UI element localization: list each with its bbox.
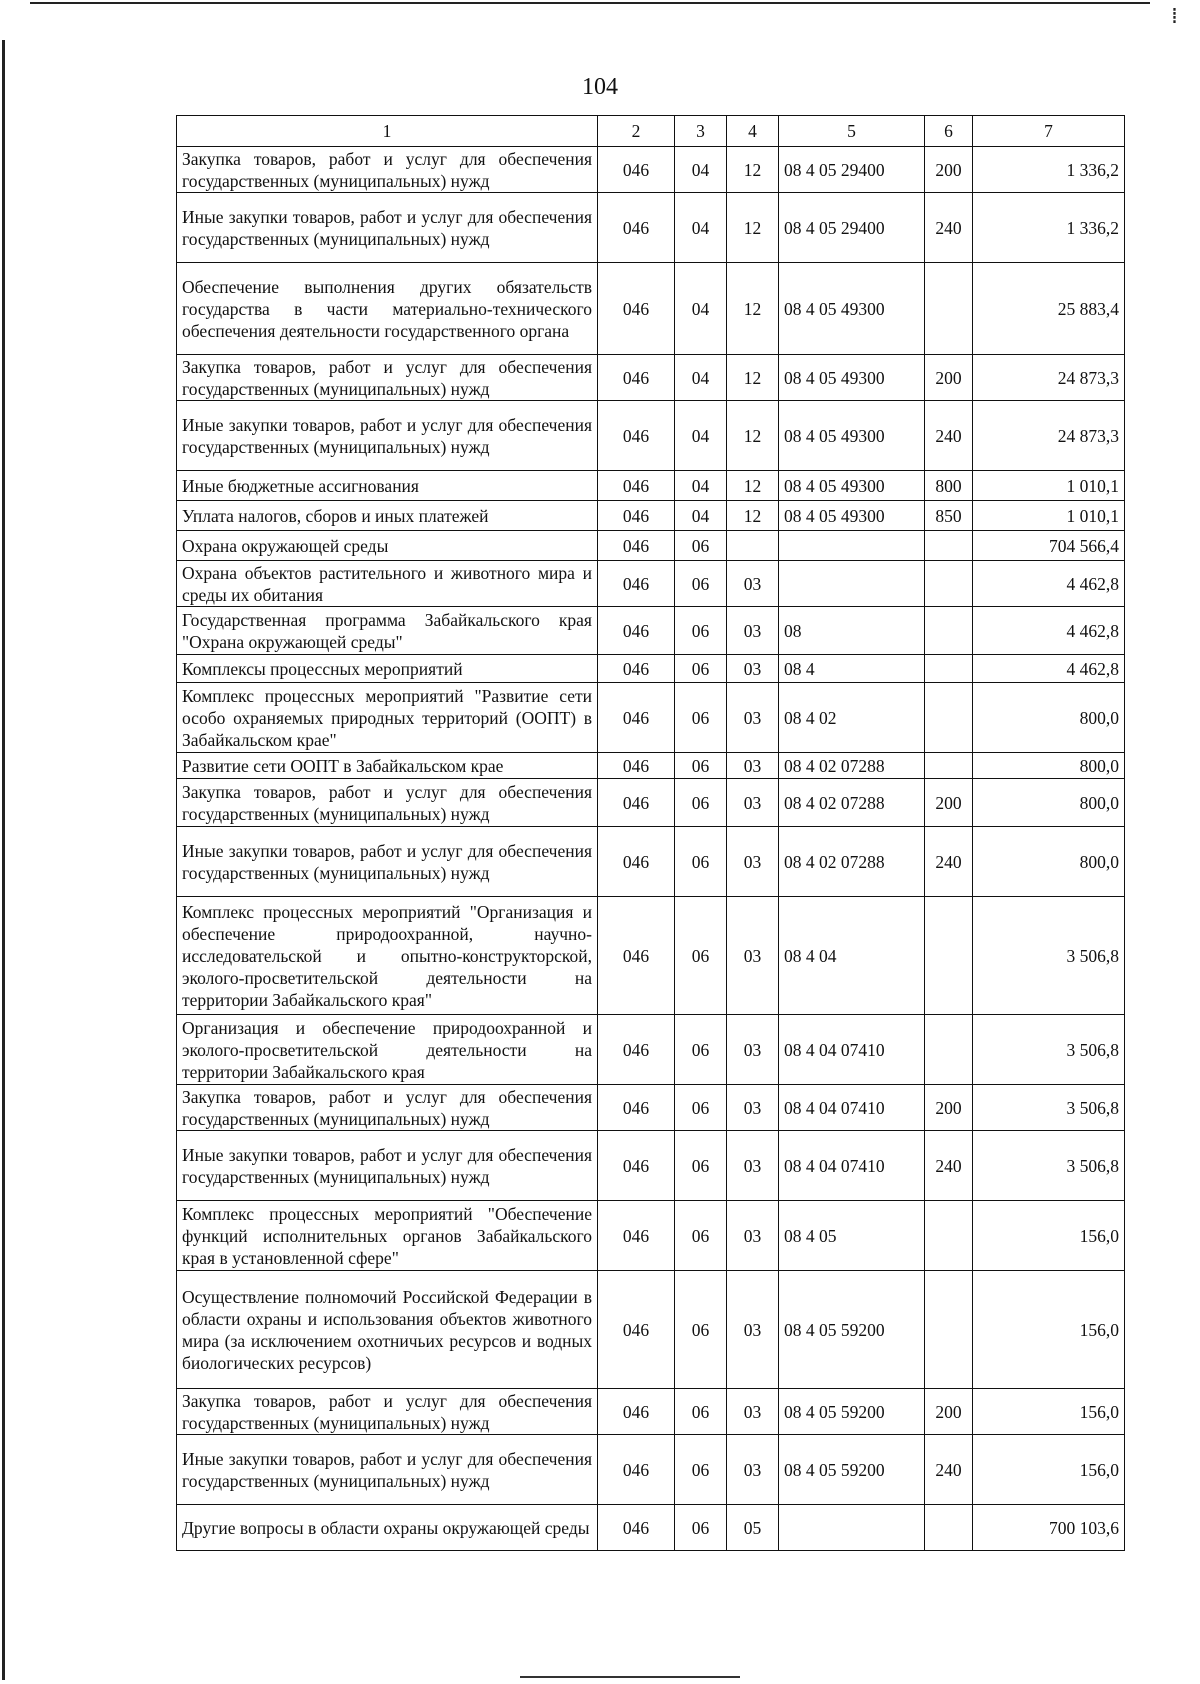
row-col-7: 704 566,4 [973,531,1125,561]
row-description: Развитие сети ООПТ в Забайкальском крае [177,753,598,779]
row-col-4: 12 [727,471,779,501]
row-col-5: 08 [779,607,925,655]
header-col-5: 5 [779,116,925,147]
row-col-7: 24 873,3 [973,355,1125,401]
table-row [177,147,1125,193]
table-row [177,355,1125,401]
row-col-6 [925,561,973,607]
row-col-3: 06 [675,683,727,753]
table-row [177,1435,1125,1505]
row-col-7: 156,0 [973,1271,1125,1389]
row-description: Комплексы процессных мероприятий [177,655,598,683]
row-description: Иные закупки товаров, работ и услуг для обеспечения государственных (муниципальных) нужд [177,193,598,263]
row-col-3: 04 [675,263,727,355]
row-col-6: 200 [925,147,973,193]
row-col-4: 03 [727,1131,779,1201]
row-col-3: 04 [675,471,727,501]
row-col-7: 1 336,2 [973,147,1125,193]
row-col-5: 08 4 05 49300 [779,355,925,401]
row-col-4: 12 [727,401,779,471]
row-col-7: 1 336,2 [973,193,1125,263]
header-col-7: 7 [973,116,1125,147]
row-col-5: 08 4 05 49300 [779,471,925,501]
row-col-3: 06 [675,1201,727,1271]
table-row [177,1085,1125,1131]
row-col-3: 06 [675,753,727,779]
row-col-6 [925,753,973,779]
row-col-3: 06 [675,1271,727,1389]
header-col-4: 4 [727,116,779,147]
row-col-2: 046 [598,753,675,779]
table-row [177,607,1125,655]
row-col-2: 046 [598,827,675,897]
row-col-3: 06 [675,827,727,897]
table-row [177,531,1125,561]
row-col-5: 08 4 04 [779,897,925,1015]
table-row [177,1389,1125,1435]
row-col-3: 04 [675,355,727,401]
row-col-4: 03 [727,1201,779,1271]
row-col-3: 06 [675,1505,727,1551]
row-col-4: 12 [727,263,779,355]
row-col-7: 3 506,8 [973,1131,1125,1201]
row-description: Закупка товаров, работ и услуг для обеспечения государственных (муниципальных) нужд [177,779,598,827]
row-col-6 [925,683,973,753]
row-col-5 [779,561,925,607]
row-col-2: 046 [598,471,675,501]
row-col-4: 03 [727,683,779,753]
table-row [177,1505,1125,1551]
row-col-6: 800 [925,471,973,501]
row-description: Государственная программа Забайкальского края "Охрана окружающей среды" [177,607,598,655]
row-col-4: 03 [727,1271,779,1389]
row-col-4: 03 [727,655,779,683]
row-col-7: 24 873,3 [973,401,1125,471]
row-col-7: 800,0 [973,779,1125,827]
row-col-5: 08 4 05 49300 [779,501,925,531]
row-col-3: 06 [675,1085,727,1131]
row-col-7: 800,0 [973,683,1125,753]
row-col-3: 06 [675,1389,727,1435]
row-col-7: 3 506,8 [973,897,1125,1015]
row-col-7: 700 103,6 [973,1505,1125,1551]
row-col-6 [925,263,973,355]
row-description: Охрана окружающей среды [177,531,598,561]
row-description: Другие вопросы в области охраны окружающей среды [177,1505,598,1551]
table-row [177,1131,1125,1201]
row-col-5 [779,1505,925,1551]
row-description: Осуществление полномочий Российской Федерации в области охраны и использования объектов животного мира (за исключением охотничьих ресурсов и водных биологических ресурсов) [177,1271,598,1389]
row-col-3: 06 [675,1015,727,1085]
row-col-4: 12 [727,193,779,263]
row-col-7: 3 506,8 [973,1085,1125,1131]
row-col-6: 240 [925,193,973,263]
row-col-5: 08 4 05 29400 [779,147,925,193]
table-row [177,753,1125,779]
row-col-6 [925,1015,973,1085]
row-col-2: 046 [598,779,675,827]
row-col-6: 200 [925,1389,973,1435]
row-col-6: 240 [925,1131,973,1201]
row-col-6: 850 [925,501,973,531]
table-row [177,501,1125,531]
row-col-2: 046 [598,1271,675,1389]
row-col-6 [925,1271,973,1389]
row-description: Иные закупки товаров, работ и услуг для обеспечения государственных (муниципальных) нужд [177,1435,598,1505]
row-col-6 [925,531,973,561]
row-col-2: 046 [598,1389,675,1435]
scan-left-edge [2,40,5,1680]
row-col-6 [925,1505,973,1551]
row-col-4: 12 [727,355,779,401]
row-col-2: 046 [598,1085,675,1131]
row-col-5: 08 4 02 07288 [779,827,925,897]
row-description: Закупка товаров, работ и услуг для обеспечения государственных (муниципальных) нужд [177,147,598,193]
row-col-5: 08 4 05 59200 [779,1389,925,1435]
row-col-6: 200 [925,1085,973,1131]
row-col-5: 08 4 02 07288 [779,779,925,827]
row-col-2: 046 [598,607,675,655]
header-col-6: 6 [925,116,973,147]
row-col-7: 1 010,1 [973,471,1125,501]
row-col-6: 240 [925,401,973,471]
row-col-5: 08 4 05 59200 [779,1435,925,1505]
row-col-4: 12 [727,501,779,531]
table-row [177,683,1125,753]
row-description: Охрана объектов растительного и животного мира и среды их обитания [177,561,598,607]
row-description: Организация и обеспечение природоохранной и эколого-просветительской деятельности на территории Забайкальского края [177,1015,598,1085]
row-col-5 [779,531,925,561]
row-col-7: 156,0 [973,1389,1125,1435]
page-number: 104 [582,74,618,100]
row-col-4: 03 [727,1015,779,1085]
header-col-1: 1 [177,116,598,147]
table-row [177,779,1125,827]
row-col-4 [727,531,779,561]
row-col-2: 046 [598,147,675,193]
header-col-2: 2 [598,116,675,147]
row-col-3: 04 [675,401,727,471]
row-col-6 [925,655,973,683]
row-col-4: 03 [727,1085,779,1131]
row-col-2: 046 [598,1505,675,1551]
row-col-6 [925,1201,973,1271]
table-body [177,147,1125,1551]
row-col-6: 240 [925,827,973,897]
table-row [177,827,1125,897]
row-col-7: 4 462,8 [973,655,1125,683]
row-col-2: 046 [598,561,675,607]
row-col-7: 156,0 [973,1435,1125,1505]
row-col-2: 046 [598,263,675,355]
row-col-3: 06 [675,561,727,607]
row-col-2: 046 [598,1435,675,1505]
row-col-4: 03 [727,753,779,779]
row-col-5: 08 4 05 29400 [779,193,925,263]
row-col-4: 03 [727,1435,779,1505]
table-row [177,897,1125,1015]
row-col-4: 03 [727,607,779,655]
row-col-7: 4 462,8 [973,607,1125,655]
row-col-3: 06 [675,531,727,561]
row-col-6: 200 [925,779,973,827]
table-row [177,193,1125,263]
row-col-5: 08 4 05 59200 [779,1271,925,1389]
row-description: Комплекс процессных мероприятий "Обеспечение функций исполнительных органов Забайкальского края в установленной сфере" [177,1201,598,1271]
row-col-5: 08 4 04 07410 [779,1131,925,1201]
row-col-6: 240 [925,1435,973,1505]
table-row [177,1271,1125,1389]
scan-top-edge [30,2,1150,4]
row-col-3: 04 [675,193,727,263]
row-col-5: 08 4 [779,655,925,683]
table-row [177,1015,1125,1085]
row-col-7: 4 462,8 [973,561,1125,607]
row-col-7: 1 010,1 [973,501,1125,531]
table-row [177,561,1125,607]
row-col-2: 046 [598,355,675,401]
row-col-4: 03 [727,827,779,897]
row-col-5: 08 4 05 49300 [779,263,925,355]
table-row [177,1201,1125,1271]
row-col-5: 08 4 02 07288 [779,753,925,779]
row-col-5: 08 4 04 07410 [779,1015,925,1085]
row-col-2: 046 [598,683,675,753]
row-col-4: 03 [727,897,779,1015]
row-col-2: 046 [598,1201,675,1271]
row-col-7: 800,0 [973,753,1125,779]
row-col-3: 06 [675,1131,727,1201]
row-col-2: 046 [598,1015,675,1085]
row-col-5: 08 4 02 [779,683,925,753]
row-col-2: 046 [598,501,675,531]
row-col-4: 03 [727,561,779,607]
row-col-2: 046 [598,193,675,263]
row-col-7: 800,0 [973,827,1125,897]
row-col-5: 08 4 05 [779,1201,925,1271]
row-col-3: 06 [675,897,727,1015]
row-col-2: 046 [598,531,675,561]
row-col-7: 156,0 [973,1201,1125,1271]
header-col-3: 3 [675,116,727,147]
row-description: Комплекс процессных мероприятий "Организация и обеспечение природоохранной, научно-исследовательской и опытно-конструкторской, эколого-просветительской деятельности на территории Забайкальского края" [177,897,598,1015]
table-row [177,263,1125,355]
row-col-5: 08 4 05 49300 [779,401,925,471]
row-col-6 [925,607,973,655]
row-description: Иные закупки товаров, работ и услуг для обеспечения государственных (муниципальных) нужд [177,401,598,471]
row-col-4: 05 [727,1505,779,1551]
row-description: Обеспечение выполнения других обязательств государства в части материально-технического обеспечения деятельности государственного органа [177,263,598,355]
table-row [177,655,1125,683]
budget-table [176,115,1125,1551]
row-description: Закупка товаров, работ и услуг для обеспечения государственных (муниципальных) нужд [177,1085,598,1131]
row-col-2: 046 [598,401,675,471]
table-row [177,401,1125,471]
row-col-6 [925,897,973,1015]
scan-corner-mark: ⁞ [1171,4,1178,29]
row-description: Уплата налогов, сборов и иных платежей [177,501,598,531]
row-col-4: 03 [727,779,779,827]
row-col-3: 06 [675,1435,727,1505]
row-description: Иные закупки товаров, работ и услуг для обеспечения государственных (муниципальных) нужд [177,1131,598,1201]
row-col-3: 06 [675,655,727,683]
row-col-7: 25 883,4 [973,263,1125,355]
row-col-5: 08 4 04 07410 [779,1085,925,1131]
row-col-3: 04 [675,147,727,193]
row-col-7: 3 506,8 [973,1015,1125,1085]
table-row [177,471,1125,501]
row-col-4: 03 [727,1389,779,1435]
row-col-4: 12 [727,147,779,193]
row-col-2: 046 [598,655,675,683]
row-col-3: 06 [675,607,727,655]
row-description: Закупка товаров, работ и услуг для обеспечения государственных (муниципальных) нужд [177,355,598,401]
scan-bottom-edge [520,1676,740,1678]
row-description: Иные закупки товаров, работ и услуг для обеспечения государственных (муниципальных) нужд [177,827,598,897]
row-description: Иные бюджетные ассигнования [177,471,598,501]
table-header-row [177,116,1125,147]
row-col-3: 06 [675,779,727,827]
row-col-2: 046 [598,1131,675,1201]
row-description: Комплекс процессных мероприятий "Развитие сети особо охраняемых природных территорий (ООПТ) в Забайкальском крае" [177,683,598,753]
row-description: Закупка товаров, работ и услуг для обеспечения государственных (муниципальных) нужд [177,1389,598,1435]
row-col-3: 04 [675,501,727,531]
row-col-2: 046 [598,897,675,1015]
row-col-6: 200 [925,355,973,401]
